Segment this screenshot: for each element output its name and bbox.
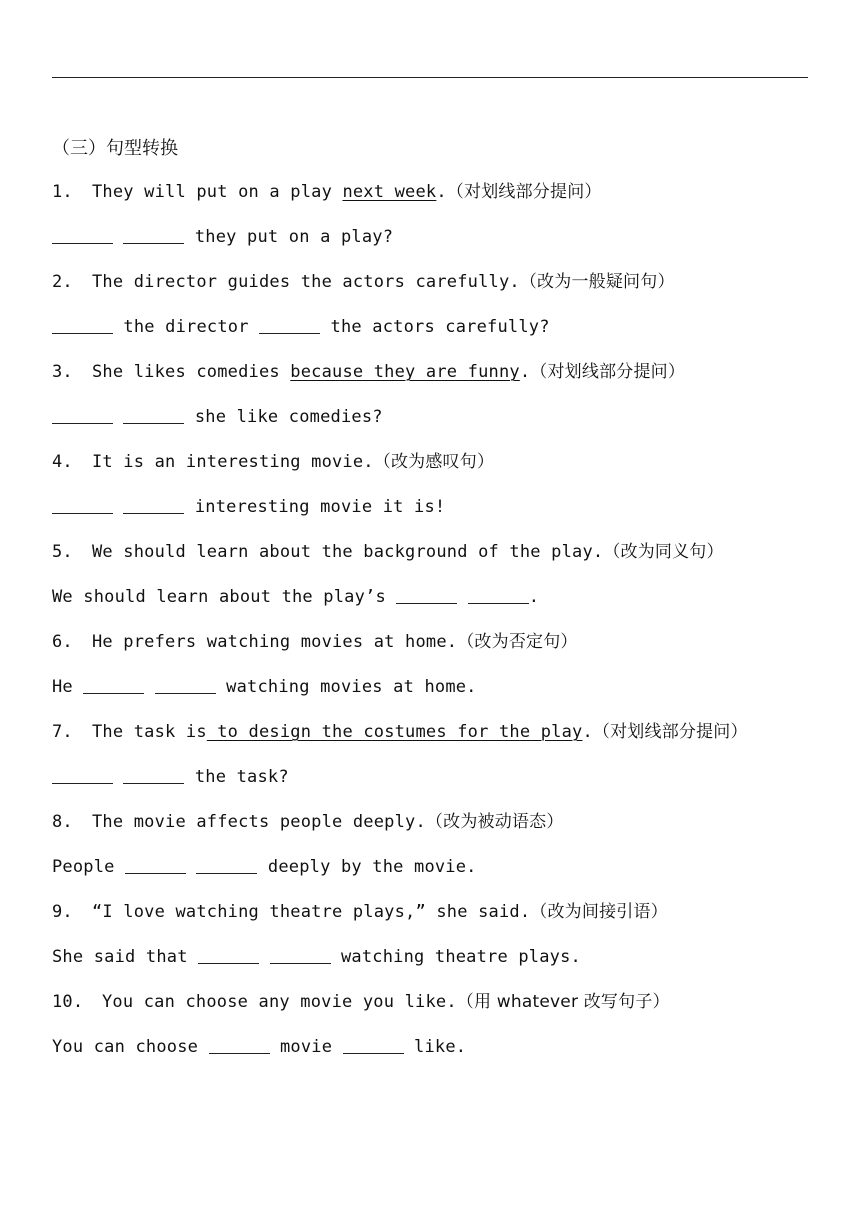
section-title: （三）句型转换: [52, 138, 178, 159]
underlined-text: because they are funny: [290, 362, 520, 382]
question-text: You can choose any movie you like.: [102, 992, 457, 1012]
question-line: [52, 990, 842, 1035]
answer-blank[interactable]: [343, 1035, 404, 1054]
answer-line: [52, 585, 842, 630]
answer-text: [113, 407, 123, 427]
question-number: 10.: [52, 992, 84, 1012]
instruction-note: （用 whatever 改写句子）: [456, 992, 670, 1012]
question-text: He prefers watching movies at home.: [92, 632, 458, 652]
answer-text: she like comedies?: [184, 407, 383, 427]
question-text: It is an interesting movie.: [92, 452, 374, 472]
question-number: 7.: [52, 722, 73, 742]
answer-text: the director: [113, 317, 260, 337]
question-line: [52, 450, 842, 495]
answer-text: movie: [269, 1037, 343, 1057]
instruction-note: （对划线部分提问）: [592, 722, 748, 742]
answer-text: interesting movie it is!: [184, 497, 446, 517]
answer-blank[interactable]: [396, 585, 457, 604]
question-text: They will put on a play: [92, 182, 343, 202]
underlined-text: next week: [342, 182, 437, 202]
answer-text: watching theatre plays.: [330, 947, 581, 967]
answer-blank[interactable]: [259, 315, 320, 334]
answer-text: watching movies at home.: [215, 677, 477, 697]
answer-text: the task?: [184, 767, 289, 787]
answer-blank[interactable]: [123, 495, 184, 514]
question-text: The director guides the actors carefully.: [92, 272, 520, 292]
question-text-end: .: [436, 182, 447, 202]
question-number: 9.: [52, 902, 73, 922]
question-text: We should learn about the background of the play.: [92, 542, 604, 562]
question-number: 3.: [52, 362, 73, 382]
answer-text: [113, 497, 123, 517]
question-text: She likes comedies: [92, 362, 291, 382]
answer-blank[interactable]: [123, 765, 184, 784]
question-number: 1.: [52, 182, 73, 202]
instruction-note: （对划线部分提问）: [530, 362, 686, 382]
answer-text: like.: [403, 1037, 467, 1057]
answer-line: [52, 225, 842, 270]
question-line: [52, 180, 842, 225]
question-line: [52, 630, 842, 675]
question-line: [52, 900, 842, 945]
answer-line: [52, 495, 842, 540]
answer-blank[interactable]: [209, 1035, 270, 1054]
question-text: The movie affects people deeply.: [92, 812, 426, 832]
answer-blank[interactable]: [125, 855, 186, 874]
answer-blank[interactable]: [270, 945, 331, 964]
instruction-note: （改为间接引语）: [530, 902, 668, 922]
answer-blank[interactable]: [123, 225, 184, 244]
question-line: [52, 270, 842, 315]
question-line: [52, 540, 842, 585]
question-number: 6.: [52, 632, 73, 652]
answer-text: deeply by the movie.: [257, 857, 477, 877]
answer-blank[interactable]: [83, 675, 144, 694]
answer-line: [52, 945, 842, 990]
answer-line: [52, 405, 842, 450]
answer-line: [52, 765, 842, 810]
question-line: [52, 720, 842, 765]
question-number: 2.: [52, 272, 73, 292]
answer-line: [52, 855, 842, 900]
answer-text: .: [528, 587, 540, 607]
answer-text: People: [52, 857, 126, 877]
answer-blank[interactable]: [198, 945, 259, 964]
instruction-note: （改为感叹句）: [373, 452, 495, 472]
instruction-note: （对划线部分提问）: [446, 182, 602, 202]
answer-text: [144, 677, 154, 697]
answer-text: [186, 857, 196, 877]
answer-text: You can choose: [52, 1037, 209, 1057]
question-text-end: .: [519, 362, 531, 382]
answer-text: [113, 227, 123, 247]
answer-text: She said that: [52, 947, 199, 967]
exercise-list: [52, 180, 842, 1080]
answer-blank[interactable]: [196, 855, 257, 874]
answer-text: they put on a play?: [184, 227, 394, 247]
question-number: 5.: [52, 542, 73, 562]
answer-text: [457, 587, 467, 607]
underlined-text: to design the costumes for the play: [206, 722, 583, 742]
question-number: 4.: [52, 452, 73, 472]
answer-line: [52, 1035, 842, 1080]
question-number: 8.: [52, 812, 73, 832]
answer-blank[interactable]: [52, 315, 113, 334]
answer-blank[interactable]: [52, 225, 113, 244]
header-rule: [52, 77, 808, 78]
answer-blank[interactable]: [123, 405, 184, 424]
answer-blank[interactable]: [468, 585, 529, 604]
answer-text: We should learn about the play’s: [52, 587, 397, 607]
question-line: [52, 360, 842, 405]
answer-blank[interactable]: [52, 495, 113, 514]
answer-text: He: [52, 677, 84, 697]
instruction-note: （改为被动语态）: [425, 812, 564, 832]
instruction-note: （改为一般疑问句）: [519, 272, 675, 292]
answer-text: [259, 947, 269, 967]
instruction-note: （改为同义句）: [603, 542, 724, 562]
answer-line: [52, 315, 842, 360]
question-text: The task is: [92, 722, 207, 742]
question-text: “I love watching theatre plays,” she said.: [92, 902, 531, 922]
answer-blank[interactable]: [52, 405, 113, 424]
answer-text: [113, 767, 123, 787]
question-line: [52, 810, 842, 855]
answer-blank[interactable]: [52, 765, 113, 784]
instruction-note: （改为否定句）: [457, 632, 578, 652]
answer-blank[interactable]: [155, 675, 216, 694]
question-text-end: .: [582, 722, 593, 742]
answer-line: [52, 675, 842, 720]
answer-text: the actors carefully?: [320, 317, 550, 337]
